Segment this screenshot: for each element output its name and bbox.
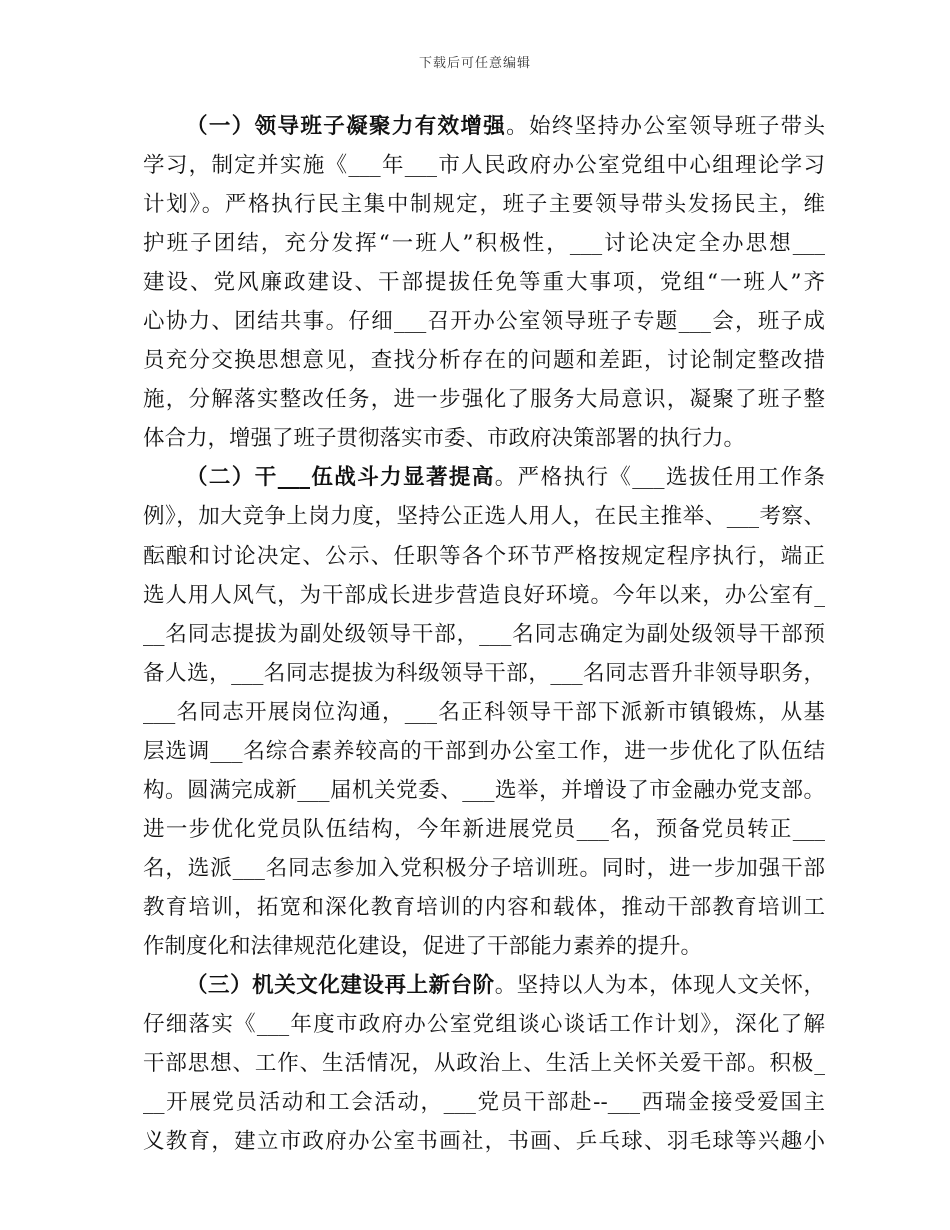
paragraph-1-line-1-text: 。始终坚持办公室领导班子带头 — [506, 114, 825, 139]
paragraph-1-line-4: 护班子团结，充分发挥“一班人”积极性，___讨论决定全办思想___ — [143, 231, 825, 257]
page-header: 下载后可任意编辑 — [418, 56, 531, 71]
paragraph-2-line-8: 层选调___名综合素养较高的干部到办公室工作，进一步优化了队伍结 — [143, 738, 825, 764]
paragraph-1-line-2: 学习，制定并实施《___年___市人民政府办公室党组中心组理论学习 — [143, 153, 825, 179]
paragraph-3-first-line — [143, 969, 825, 1003]
paragraph-2-line-3: 酝酿和讨论决定、公示、任职等各个环节严格按规定程序执行，端正 — [143, 543, 825, 569]
paragraph-3-line-1-text: 。坚持以人为本，体现人文关怀， — [494, 973, 825, 999]
paragraph-1-line-8: 施，分解落实整改任务，进一步强化了服务大局意识，凝聚了班子整 — [143, 387, 825, 413]
paragraph-1-line-6: 心协力、团结共事。仔细___召开办公室领导班子专题___会，班子成 — [143, 309, 825, 335]
paragraph-2-line-1-text: 。严格执行《___选拔任用工作条 — [494, 465, 825, 491]
paragraph-2-heading: （二）干___伍战斗力显著提高 — [186, 465, 495, 491]
document-body — [143, 110, 825, 1164]
paragraph-1-first-line — [143, 110, 825, 144]
paragraph-2-first-line — [143, 461, 825, 495]
paragraph-3-line-3: 干部思想、工作、生活情况，从政治上、生活上关怀关爱干部。积极_ — [143, 1051, 825, 1077]
paragraph-2-line-13: 作制度化和法律规范化建设，促进了干部能力素养的提升。 — [143, 933, 703, 959]
paragraph-1-line-7: 员充分交换思想意见，查找分析存在的问题和差距，讨论制定整改措 — [143, 348, 825, 374]
paragraph-1-line-3: 计划》。严格执行民主集中制规定，班子主要领导带头发扬民主，维 — [143, 192, 825, 218]
paragraph-2-line-7: ___名同志开展岗位沟通，___名正科领导干部下派新市镇锻炼，从基 — [143, 699, 825, 725]
paragraph-2-line-11: 名，选派___名同志参加入党积极分子培训班。同时，进一步加强干部 — [143, 855, 825, 881]
paragraph-3-line-4: __开展党员活动和工会活动，___党员干部赴--___西瑞金接受爱国主 — [143, 1090, 825, 1116]
paragraph-2-line-5: __名同志提拔为副处级领导干部，___名同志确定为副处级领导干部预 — [143, 621, 825, 647]
paragraph-3-line-5: 义教育，建立市政府办公室书画社，书画、乒乓球、羽毛球等兴趣小 — [143, 1129, 825, 1155]
paragraph-2-line-9: 构。圆满完成新___届机关党委、___选举，并增设了市金融办党支部。 — [143, 777, 825, 803]
paragraph-2-line-10: 进一步优化党员队伍结构，今年新进展党员___名，预备党员转正___ — [143, 816, 825, 842]
paragraph-3-line-2: 仔细落实《___年度市政府办公室党组谈心谈话工作计划》，深化了解 — [143, 1012, 825, 1038]
paragraph-2-line-4: 选人用人风气，为干部成长进步营造良好环境。今年以来，办公室有_ — [143, 582, 825, 608]
paragraph-1-heading: （一）领导班子凝聚力有效增强 — [186, 114, 507, 139]
paragraph-1-line-5: 建设、党风廉政建设、干部提拔任免等重大事项，党组“一班人”齐 — [143, 270, 825, 296]
paragraph-2-line-2: 例》，加大竞争上岗力度，坚持公正选人用人，在民主推举、___考察、 — [143, 504, 825, 530]
paragraph-2-line-6: 备人选，___名同志提拔为科级领导干部，___名同志晋升非领导职务， — [143, 660, 825, 686]
paragraph-3-heading: （三）机关文化建设再上新台阶 — [186, 973, 495, 999]
paragraph-2-line-12: 教育培训，拓宽和深化教育培训的内容和载体，推动干部教育培训工 — [143, 894, 825, 920]
paragraph-1-line-9: 体合力，增强了班子贯彻落实市委、市政府决策部署的执行力。 — [143, 426, 746, 452]
